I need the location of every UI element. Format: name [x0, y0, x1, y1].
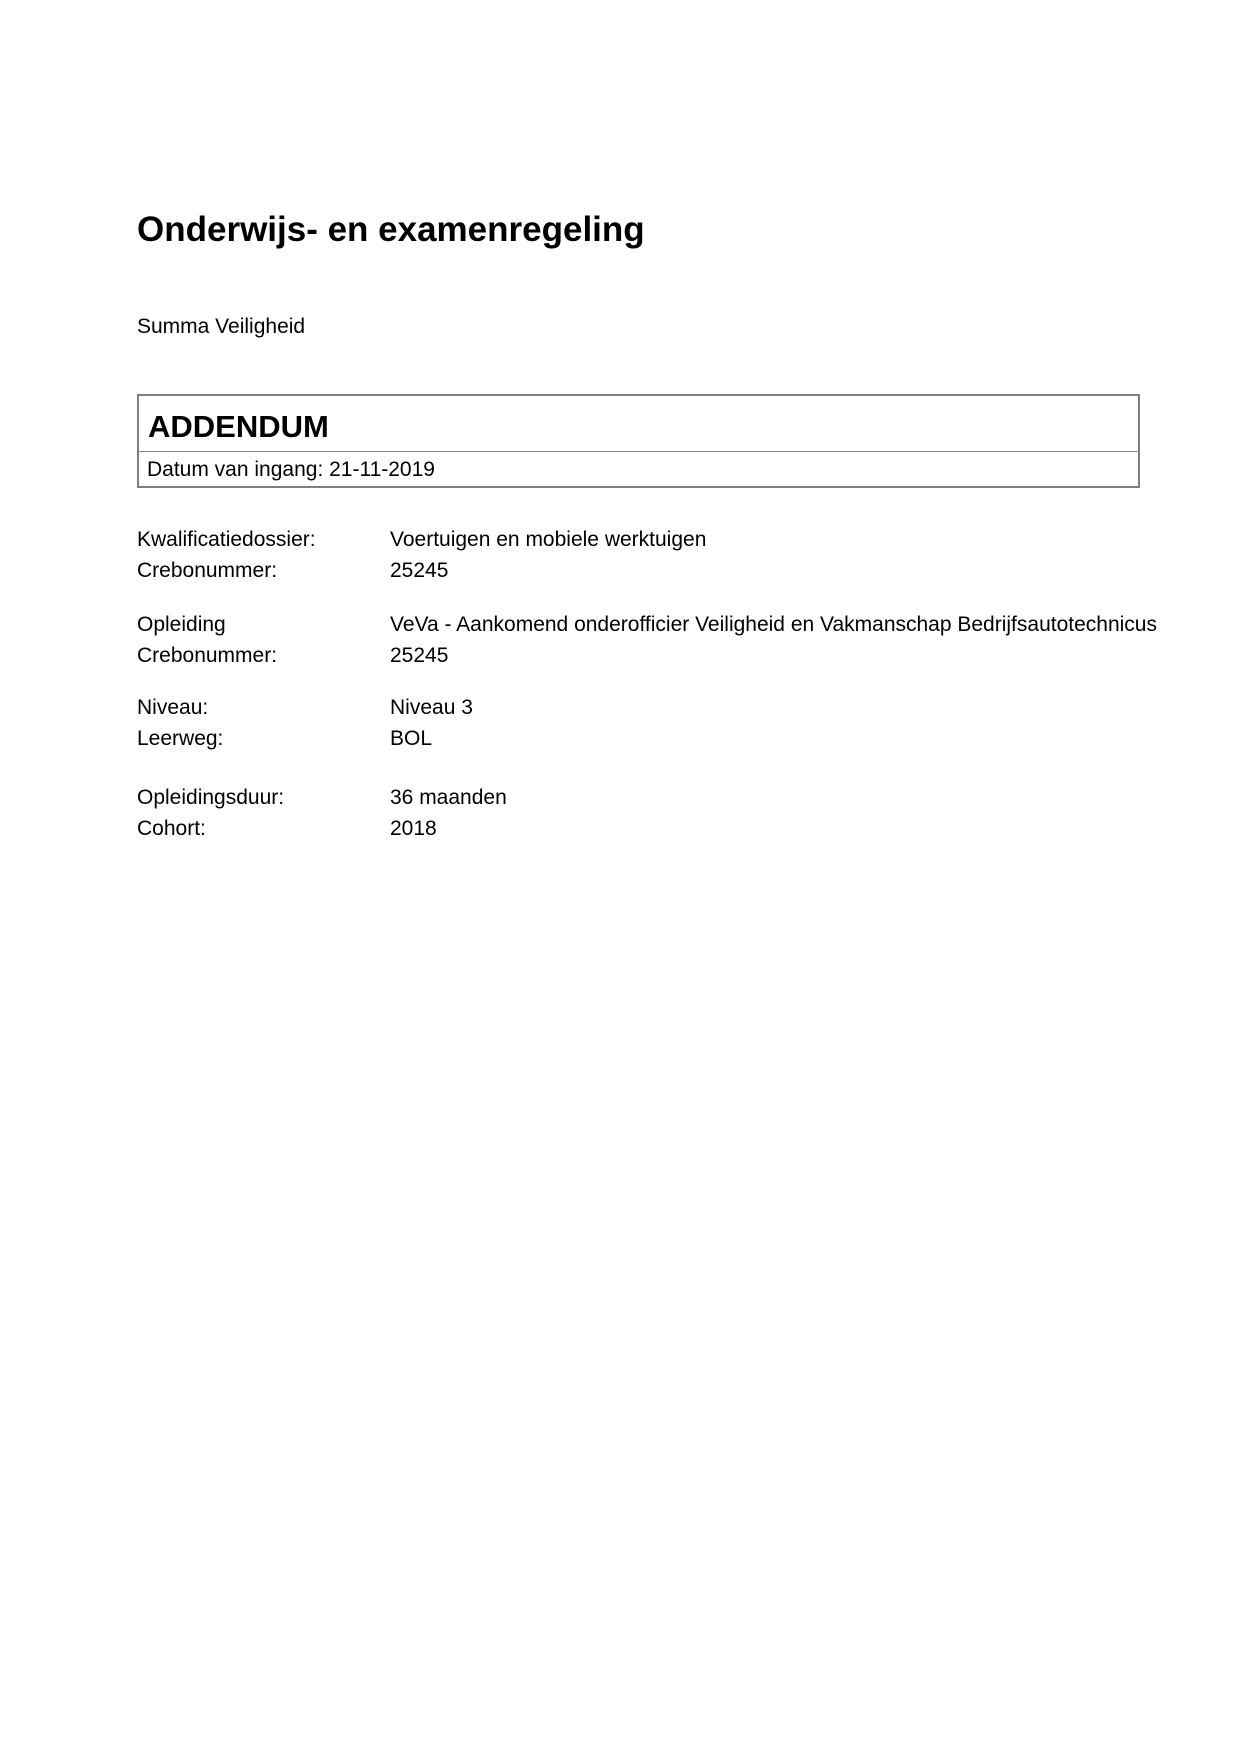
field-value: VeVa - Aankomend onderofficier Veiligheid en Vakmanschap Bedrijfsautotechnicus [390, 613, 1157, 636]
field-value: Niveau 3 [390, 696, 473, 719]
field-row [137, 609, 1197, 640]
field-group-duur-cohort [137, 782, 1197, 844]
page-subtitle: Summa Veiligheid [137, 315, 306, 338]
addendum-box [137, 394, 1140, 488]
field-label: Cohort: [137, 817, 206, 840]
field-group-niveau-leerweg [137, 692, 1197, 754]
field-row [137, 524, 1197, 555]
field-value: 25245 [390, 559, 449, 582]
field-row [137, 555, 1197, 586]
field-label: Kwalificatiedossier: [137, 528, 316, 551]
page-title: Onderwijs- en examenregeling [137, 210, 645, 249]
field-label: Opleiding [137, 613, 226, 636]
addendum-date: Datum van ingang: 21-11-2019 [147, 457, 435, 481]
addendum-heading-row [139, 396, 1138, 452]
addendum-heading: ADDENDUM [148, 408, 329, 444]
field-label: Opleidingsduur: [137, 786, 285, 809]
field-label: Crebonummer: [137, 559, 278, 582]
field-label: Niveau: [137, 696, 209, 719]
field-value: 36 maanden [390, 786, 507, 809]
field-group-kwalificatiedossier [137, 524, 1197, 586]
field-label: Leerweg: [137, 727, 224, 750]
field-value: 25245 [390, 644, 449, 667]
field-value: Voertuigen en mobiele werktuigen [390, 528, 707, 551]
field-row [137, 813, 1197, 844]
fields-section [137, 524, 1197, 844]
field-label: Crebonummer: [137, 644, 278, 667]
field-row [137, 723, 1197, 754]
field-group-opleiding [137, 609, 1197, 671]
field-row [137, 692, 1197, 723]
field-row [137, 640, 1197, 671]
field-row [137, 782, 1197, 813]
addendum-date-row [139, 452, 1138, 486]
field-value: 2018 [390, 817, 437, 840]
field-value: BOL [390, 727, 433, 750]
